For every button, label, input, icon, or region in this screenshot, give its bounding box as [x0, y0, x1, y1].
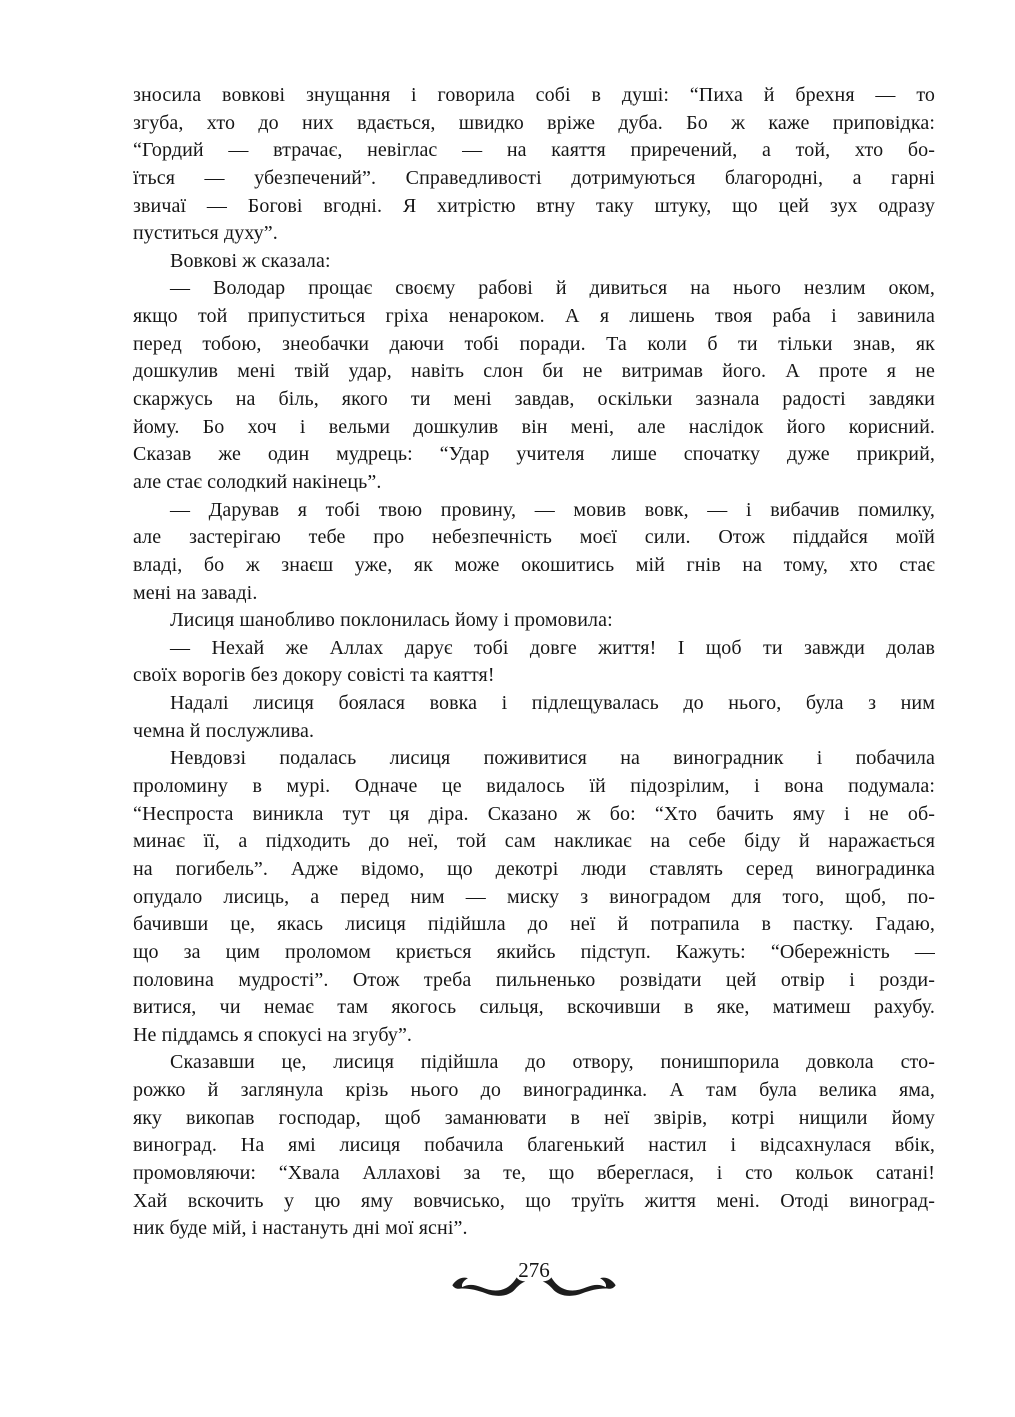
text-line: “Неспроста виникла тут ця діра. Сказано ж бо: “Хто бачить яму і не об-	[133, 802, 935, 825]
text-line: — Нехай же Аллах дарує тобі довге життя! І щоб ти завжди долав	[170, 636, 935, 659]
text-line: Хай вскочить у цю яму вовчисько, що труїть життя мені. Отоді виноград-	[133, 1189, 935, 1212]
paragraph	[133, 82, 935, 248]
text-line: — Дарував я тобі твою провину, — мовив вовк, — і вибачив помилку,	[170, 498, 935, 521]
flourish-left-icon	[450, 1271, 528, 1301]
text-line: дошкулив мені твій удар, навіть слон би не витримав його. А проте я не	[133, 360, 935, 383]
flourish-right-icon	[540, 1271, 618, 1301]
text-line: звичаї — Богові вгодні. Я хитрістю втну таку штуку, що цей зух одразу	[133, 194, 935, 217]
text-line: бачивши це, якась лисиця підійшла до неї й потрапила в пастку. Гадаю,	[133, 913, 935, 936]
paragraph	[133, 607, 935, 635]
text-line: половина мудрості”. Отож треба пильненько розвідати цей отвір і розди-	[133, 968, 935, 991]
text-line: промовляючи: “Хвала Аллахові за те, що вбереглася, і сто кольок сатані!	[133, 1161, 935, 1184]
text-line: згуба, хто до них вдається, швидко вріже дуба. Бо ж каже приповідка:	[133, 111, 935, 134]
text-line: минає її, а підходить до неї, той сам накликає на себе біду й наражається	[133, 830, 935, 853]
text-line: “Гордий — втрачає, невіглас — на каяття приречений, а той, хто бо-	[133, 139, 935, 162]
text-line: скаржусь на біль, якого ти мені завдав, оскільки зазнала радості завдяки	[133, 388, 935, 411]
text-line: виноград. На ямі лисиця побачила благенький настил і відсахнулася вбік,	[133, 1134, 935, 1157]
text-line: Сказав же один мудрець: “Удар учителя лише спочатку дуже прикрий,	[133, 443, 935, 466]
text-line: проломину в мурі. Одначе це видалось їй підозрілим, і вона подумала:	[133, 775, 935, 798]
text-line: Вовкові ж сказала:	[170, 249, 331, 272]
paragraph	[133, 275, 935, 496]
text-block	[133, 82, 935, 1243]
paragraph	[133, 745, 935, 1049]
text-line: витися, чи немає там якогось сильця, вскочивши в яке, матимеш рахубу.	[133, 996, 935, 1019]
paragraph	[133, 690, 935, 745]
text-line: Не піддамсь я спокусі на згубу”.	[133, 1023, 413, 1046]
text-line: Сказавши це, лисиця підійшла до отвору, понишпорила довкола сто-	[170, 1051, 935, 1074]
paragraph	[133, 1049, 935, 1242]
text-line: Лисиця шанобливо поклонилась йому і промовила:	[170, 609, 613, 632]
text-line: мені на заваді.	[133, 581, 258, 604]
text-line: ник буде мій, і настануть дні мої ясні”.	[133, 1217, 468, 1240]
text-line: що за цим проломом криється якийсь підступ. Кажуть: “Обережність —	[133, 940, 935, 963]
text-line: Невдовзі подалась лисиця поживитися на виноградник і побачила	[170, 747, 935, 770]
page-footer	[133, 1258, 935, 1288]
page-number: 276	[518, 1258, 550, 1282]
text-line: Надалі лисиця боялася вовка і підлещувалась до нього, була з ним	[170, 692, 935, 715]
text-line: опудало лисиць, а перед ним — миску з виноградом для того, щоб, по-	[133, 885, 935, 908]
text-line: зносила вовкові знущання і говорила собі в душі: “Пиха й брехня — то	[133, 84, 935, 106]
text-line: рожко й заглянула крізь нього до виноградинка. А там була велика яма,	[133, 1079, 935, 1102]
text-line: на погибель”. Адже відомо, що декотрі люди ставлять серед виноградинка	[133, 857, 935, 880]
text-line: пуститься духу”.	[133, 222, 278, 245]
text-line: своїх ворогів без докору совісті та каяття!	[133, 664, 495, 687]
paragraph	[133, 248, 935, 276]
text-line: але стає солодкий накінець”.	[133, 470, 382, 493]
text-line: яку викопав господар, щоб заманювати в неї звірів, котрі нищили йому	[133, 1106, 935, 1129]
text-line: йому. Бо хоч і вельми дошкулив він мені, але наслідок його корисний.	[133, 415, 935, 438]
text-line: владі, бо ж знаєш уже, як може окошитись мій гнів на тому, хто стає	[133, 553, 935, 576]
paragraph	[133, 497, 935, 608]
text-line: але застерігаю тебе про небезпечність моєї сили. Отож піддайся моїй	[133, 526, 935, 549]
text-line: чемна й послужлива.	[133, 719, 315, 742]
paragraph	[133, 635, 935, 690]
text-line: — Володар прощає своєму рабові й дивиться на нього незлим оком,	[170, 277, 935, 300]
text-line: перед тобою, знеобачки даючи тобі поради. Та коли б ти тільки знав, як	[133, 332, 935, 355]
text-line: якщо той припуститься гріха ненароком. А я лишень твоя раба і завинила	[133, 305, 935, 328]
text-line: їться — убезпечений”. Справедливості дотримуються благородні, а гарні	[133, 166, 935, 189]
